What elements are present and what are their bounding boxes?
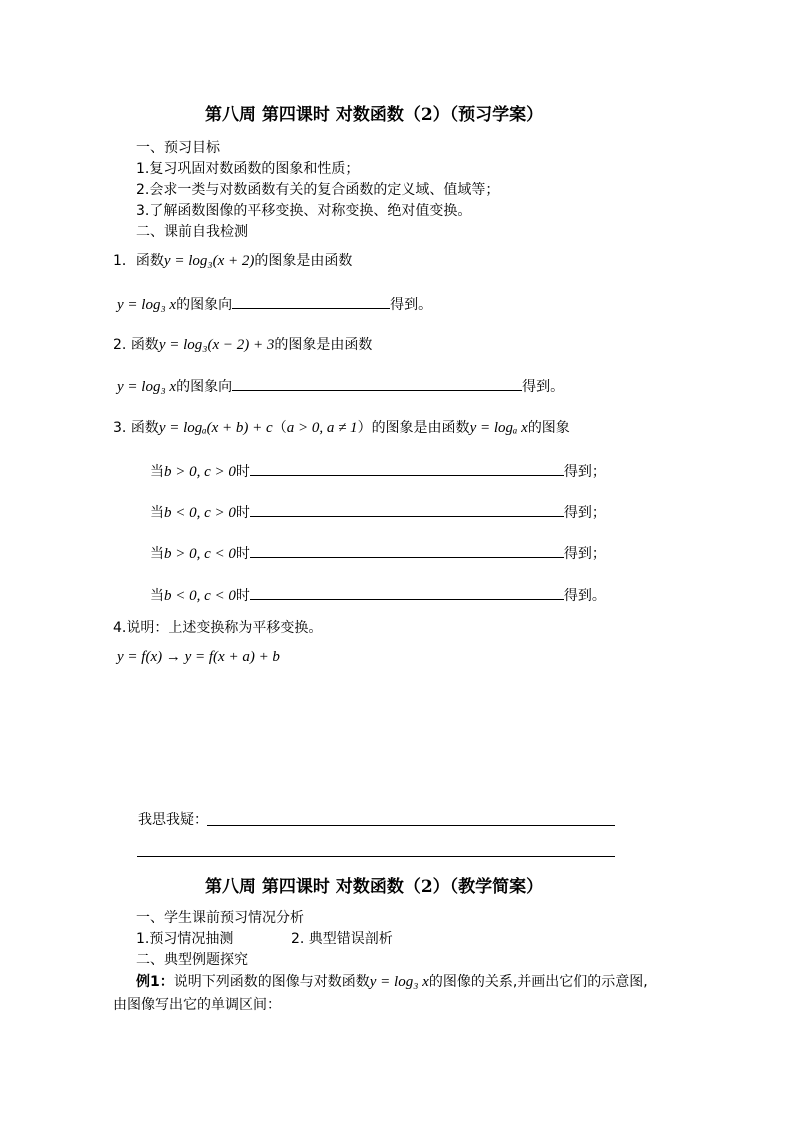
answer-blank[interactable] [250, 543, 564, 558]
bracket: （ [272, 420, 287, 436]
goal-item: 3.了解函数图像的平移变换、对称变换、绝对值变换。 [136, 203, 472, 219]
question-text: 函数 [130, 420, 159, 436]
question-text: 的图象 [527, 420, 570, 436]
goal-item: 2.会求一类与对数函数有关的复合函数的定义域、值域等； [136, 182, 500, 198]
case-condition: b > 0, c > 0 [164, 464, 236, 480]
example-text: 的图像的关系,并画出它们的示意图, [428, 974, 648, 990]
section-heading: 二、课前自我检测 [136, 224, 248, 240]
question-2-blank-line [117, 376, 564, 396]
preview-title: 第八周 第四课时 对数函数（2）（预习学案） [205, 105, 544, 125]
example-text-line2: 由图像写出它的单调区间： [113, 997, 281, 1013]
answer-blank[interactable] [250, 502, 564, 517]
question-text: 的图象是由函数 [371, 420, 470, 436]
question-text: 得到。 [522, 379, 565, 395]
case-text: 时 [235, 588, 250, 604]
case-condition: b > 0, c < 0 [164, 546, 236, 562]
section-heading: 一、学生课前预习情况分析 [136, 910, 304, 926]
formula: y = logₐ(x + b) + c [158, 420, 273, 436]
question-1-blank-line [117, 294, 432, 314]
answer-blank[interactable] [250, 461, 564, 476]
list-item: 1.预习情况抽测 [136, 931, 234, 947]
question-1 [113, 252, 352, 270]
answer-blank[interactable] [250, 585, 564, 600]
case-line [150, 461, 606, 481]
example-label: 例1： [136, 974, 174, 990]
question-3 [113, 419, 570, 437]
question-2 [113, 336, 372, 354]
section-heading: 二、典型例题探究 [136, 952, 248, 968]
question-4: 4.说明：上述变换称为平移变换。 [113, 620, 323, 636]
case-text: 当 [150, 588, 164, 604]
question-text: 的图象向 [176, 379, 233, 395]
case-text: 时 [235, 464, 250, 480]
case-condition: b < 0, c < 0 [164, 588, 236, 604]
case-text: 得到； [563, 546, 606, 562]
question-text: 得到。 [390, 297, 433, 313]
question-text: 的图象是由函数 [274, 337, 373, 353]
question-number: 1． [113, 253, 136, 269]
formula: y = logₐ x [469, 420, 528, 436]
case-condition: b < 0, c > 0 [164, 505, 236, 521]
formula: y = log₃ x [117, 297, 177, 313]
case-text: 得到。 [563, 588, 606, 604]
case-text: 得到； [563, 464, 606, 480]
case-text: 时 [235, 505, 250, 521]
question-text: 函数 [135, 253, 164, 269]
case-line [150, 502, 606, 522]
doubt-line[interactable] [207, 825, 615, 826]
condition: a > 0, a ≠ 1 [286, 420, 358, 436]
case-line [150, 585, 606, 605]
formula: y = log₃(x + 2) [163, 253, 255, 269]
case-text: 当 [150, 505, 164, 521]
bracket: ） [357, 420, 372, 436]
doubt-label: 我思我疑： [138, 812, 208, 828]
question-number: 3. [113, 420, 127, 436]
doubt-line[interactable] [137, 856, 615, 857]
example-text: 说明下列函数的图像与对数函数 [173, 974, 370, 990]
transform-formula: y = f(x) → y = f(x + a) + b [117, 649, 280, 665]
goal-item: 1.复习巩固对数函数的图象和性质； [136, 161, 360, 177]
answer-blank[interactable] [232, 294, 390, 309]
formula: y = log₃ x [117, 379, 177, 395]
case-text: 当 [150, 546, 164, 562]
section-heading: 一、预习目标 [136, 140, 220, 156]
case-text: 当 [150, 464, 164, 480]
teaching-title: 第八周 第四课时 对数函数（2）（教学简案） [205, 877, 544, 897]
question-text: 函数 [130, 337, 159, 353]
case-line [150, 543, 606, 563]
example-1 [136, 973, 648, 991]
case-text: 得到； [563, 505, 606, 521]
answer-blank[interactable] [232, 376, 522, 391]
formula: y = log₃ x [369, 974, 429, 990]
list-item: 2. 典型错误剖析 [291, 931, 393, 947]
question-text: 的图象是由函数 [254, 253, 353, 269]
question-text: 的图象向 [176, 297, 233, 313]
formula: y = log₃(x − 2) + 3 [158, 337, 275, 353]
case-text: 时 [235, 546, 250, 562]
question-number: 2. [113, 337, 127, 353]
